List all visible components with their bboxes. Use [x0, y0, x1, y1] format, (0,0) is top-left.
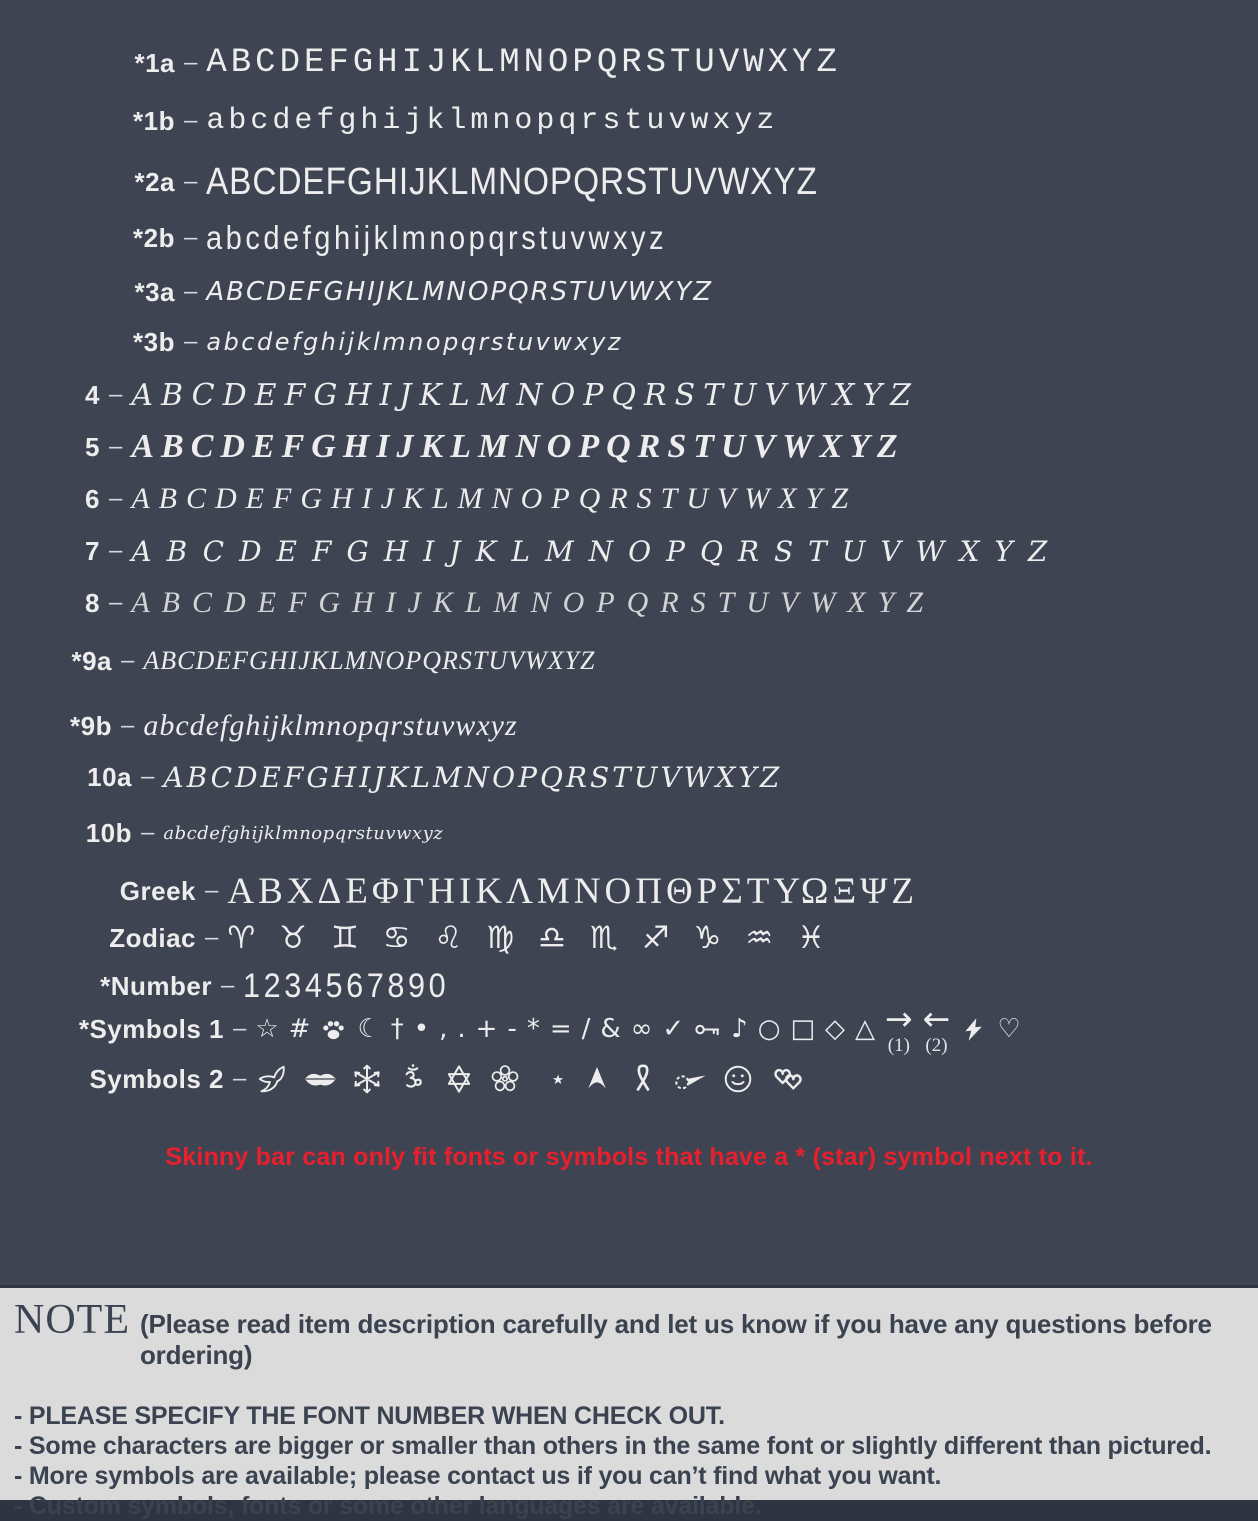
- plus-icon: +: [475, 1014, 498, 1044]
- label-separator: –: [109, 589, 123, 616]
- font-row-1a: [0, 38, 1258, 88]
- font-row-label-10b: 10b: [85, 817, 132, 848]
- scorpio-icon: ♏: [589, 919, 618, 956]
- font-row-label-2a: *2a: [134, 166, 175, 197]
- equals-icon: =: [549, 1014, 572, 1044]
- awareness-ribbon-icon: [627, 1063, 659, 1095]
- note-panel: [0, 1285, 1258, 1520]
- crescent-star-icon: [535, 1063, 567, 1095]
- right-arrow-icon: →: [885, 998, 913, 1038]
- font-row-label-5: 5: [85, 431, 100, 462]
- label-separator: –: [184, 168, 198, 195]
- cross-dagger-icon: †: [390, 1014, 404, 1044]
- font-sample-4: ABCDEFGHIJKLMNOPQRSTUVWXYZ: [131, 377, 919, 413]
- label-separator: –: [233, 1015, 247, 1042]
- font-row-label-symbols2: Symbols 2: [89, 1063, 224, 1094]
- star-outline-icon: ☆: [255, 1014, 279, 1044]
- sagittarius-icon: ♐: [641, 919, 670, 956]
- font-row-label-10a: 10a: [87, 761, 132, 792]
- note-subtitle: (Please read item description carefully and let us know if you have any questions before ordering): [139, 1309, 1212, 1370]
- font-row-label-9a: *9a: [71, 645, 112, 676]
- font-sample-9b: abcdefghijklmnopqrstuvwxyz: [143, 709, 518, 742]
- font-row-7: [0, 526, 1258, 576]
- font-sample-3a: ABCDEFGHIJKLMNOPQRSTUVWXYZ: [206, 277, 714, 307]
- font-row-1b: [0, 96, 1258, 146]
- label-separator: –: [109, 433, 123, 460]
- arrow-footnote: (1): [887, 1034, 910, 1056]
- font-row-symbols2: [0, 1054, 1258, 1104]
- font-sample-zodiac: [227, 919, 825, 956]
- font-row-10a: [0, 752, 1258, 802]
- font-row-label-3b: *3b: [133, 326, 175, 357]
- font-sample-3b: abcdefghijklmnopqrstuvwxyz: [206, 328, 623, 356]
- minus-icon: -: [507, 1014, 517, 1044]
- note-bullet: - Custom symbols, fonts or some other languages are available.: [14, 1492, 762, 1520]
- music-note-icon: ♪: [731, 1014, 748, 1044]
- font-row-label-9b: *9b: [70, 710, 112, 741]
- font-row-label-8: 8: [85, 587, 100, 618]
- dove-icon: [255, 1063, 288, 1095]
- font-sample-number: 1234567890: [243, 966, 450, 1005]
- slash-icon: /: [581, 1014, 591, 1044]
- smiley-face-icon: [722, 1063, 754, 1095]
- font-row-symbols1: [0, 998, 1258, 1056]
- font-row-zodiac: [0, 913, 1258, 963]
- font-row-label-3a: *3a: [134, 276, 175, 307]
- circle-outline-icon: ○: [757, 1014, 781, 1044]
- font-sample-9a: ABCDEFGHIJKLMNOPQRSTUVWXYZ: [143, 646, 596, 675]
- key-icon: [694, 1016, 721, 1043]
- double-hearts-icon: [768, 1063, 808, 1095]
- font-row-8: [0, 578, 1258, 628]
- font-row-label-6: 6: [85, 483, 100, 514]
- heart-outline-icon: ♡: [997, 1014, 1021, 1044]
- infinity-icon: ∞: [630, 1014, 653, 1044]
- period-icon: .: [457, 1014, 466, 1044]
- note-bullet: - PLEASE SPECIFY THE FONT NUMBER WHEN CHECK OUT.: [14, 1402, 725, 1430]
- font-sample-greek: ΑΒΧΔΕΦΓΗΙΚΛΜΝΟΠΘΡΣΤΥΩΞΨΖ: [227, 870, 919, 912]
- label-separator: –: [184, 224, 198, 251]
- font-sample-symbols2: [255, 1063, 808, 1095]
- label-separator: –: [141, 763, 155, 790]
- font-row-greek: [0, 866, 1258, 916]
- font-row-label-1a: *1a: [134, 47, 175, 78]
- note-bullet: - Some characters are bigger or smaller than others in the same font or slightly different than pictured.: [14, 1432, 1212, 1460]
- arrowhead-insignia-icon: [581, 1063, 613, 1095]
- square-outline-icon: □: [790, 1014, 816, 1044]
- label-separator: –: [184, 49, 198, 76]
- label-separator: –: [184, 107, 198, 134]
- font-sample-1b: abcdefghijklmnopqrstuvwxyz: [206, 104, 779, 138]
- font-sample-5: ABCDEFGHIJKLMNOPQRSTUVWXYZ: [131, 428, 905, 465]
- font-row-label-4: 4: [85, 379, 100, 410]
- note-title-line: [14, 1296, 1242, 1371]
- font-row-label-symbols1: *Symbols 1: [78, 1013, 224, 1044]
- font-row-label-number: *Number: [100, 970, 212, 1001]
- triangle-outline-icon: △: [855, 1014, 876, 1044]
- label-separator: –: [109, 381, 123, 408]
- font-row-5: [0, 422, 1258, 472]
- label-separator: –: [109, 537, 123, 564]
- font-row-9a: [0, 636, 1258, 686]
- font-row-3b: [0, 317, 1258, 367]
- leo-icon: ♌: [434, 919, 463, 956]
- note-bullet: - More symbols are available; please contact us if you can’t find what you want.: [14, 1462, 942, 1490]
- arrow-footnote: (2): [925, 1034, 948, 1056]
- libra-icon: ♎: [538, 919, 566, 956]
- font-sample-symbols1: [255, 998, 1021, 1057]
- label-separator: –: [121, 647, 135, 674]
- note-title: NOTE: [14, 1297, 130, 1343]
- star-of-david-icon: [443, 1063, 475, 1095]
- font-row-label-zodiac: Zodiac: [109, 922, 196, 953]
- font-sample-7: ABCDEFGHIJKLMNOPQRSTUVWXYZ: [131, 534, 1063, 568]
- font-row-4: [0, 370, 1258, 420]
- note-bullets: [14, 1401, 1242, 1521]
- font-row-9b: [0, 701, 1258, 751]
- virgo-icon: ♍: [486, 919, 515, 956]
- font-row-2a: [0, 157, 1258, 207]
- flower-icon: [489, 1063, 521, 1095]
- font-sample-1a: ABCDEFGHIJKLMNOPQRSTUVWXYZ: [206, 44, 841, 82]
- font-row-3a: [0, 267, 1258, 317]
- font-sample-2a: ABCDEFGHIJKLMNOPQRSTUVWXYZ: [206, 160, 819, 203]
- label-separator: –: [205, 877, 219, 904]
- lips-icon: [303, 1063, 338, 1095]
- capricorn-icon: ♑: [693, 919, 722, 956]
- font-row-label-2b: *2b: [133, 222, 175, 253]
- ampersand-icon: &: [600, 1014, 621, 1044]
- asterisk-icon: *: [526, 1014, 540, 1044]
- label-separator: –: [141, 819, 155, 846]
- label-separator: –: [184, 328, 198, 355]
- diamond-outline-icon: ◇: [825, 1014, 846, 1044]
- font-row-label-7: 7: [85, 535, 100, 566]
- gemini-icon: ♊: [330, 919, 359, 956]
- left-arrow-icon: ←: [922, 998, 951, 1038]
- taurus-icon: ♉: [279, 919, 307, 956]
- font-row-6: [0, 474, 1258, 524]
- aries-icon: ♈: [227, 919, 256, 956]
- font-sample-8: ABCDEFGHIJKLMNOPQRSTUVWXYZ: [131, 586, 936, 619]
- label-separator: –: [221, 972, 235, 999]
- cancer-icon: ♋: [382, 919, 411, 956]
- skinny-bar-warning: Skinny bar can only fit fonts or symbols that have a * (star) symbol next to it.: [165, 1143, 1093, 1171]
- label-separator: –: [184, 278, 198, 305]
- label-separator: –: [109, 485, 123, 512]
- font-row-label-greek: Greek: [119, 875, 196, 906]
- font-row-label-1b: *1b: [133, 105, 175, 136]
- comma-icon: ,: [439, 1014, 448, 1044]
- comet-icon: [673, 1063, 708, 1095]
- pisces-icon: ♓: [797, 919, 825, 956]
- aquarius-icon: ♒: [745, 919, 774, 956]
- label-separator: –: [121, 712, 135, 739]
- checkmark-icon: ✓: [662, 1014, 685, 1044]
- font-row-2b: [0, 213, 1258, 263]
- font-sample-2b: abcdefghijklmnopqrstuvwxyz: [206, 219, 668, 256]
- om-icon: [397, 1063, 429, 1095]
- label-separator: –: [205, 924, 219, 951]
- font-row-10b: [0, 808, 1258, 858]
- hashtag-icon: #: [288, 1014, 311, 1044]
- font-sample-10b: abcdefghijklmnopqrstuvwxyz: [163, 822, 444, 844]
- bullet-dot-icon: •: [413, 1014, 430, 1044]
- font-sample-6: ABCDEFGHIJKLMNOPQRSTUVWXYZ: [131, 482, 858, 515]
- lightning-bolt-icon: [960, 1016, 987, 1043]
- paw-print-icon: [320, 1016, 347, 1043]
- crescent-moon-icon: ☾: [357, 1014, 381, 1044]
- label-separator: –: [233, 1065, 247, 1092]
- snowflake-icon: [351, 1063, 383, 1095]
- right-arrow-with-footnote: [885, 998, 913, 1057]
- left-arrow-with-footnote: [922, 998, 951, 1057]
- font-sample-10a: ABCDEFGHIJKLMNOPQRSTUVWXYZ: [163, 760, 783, 794]
